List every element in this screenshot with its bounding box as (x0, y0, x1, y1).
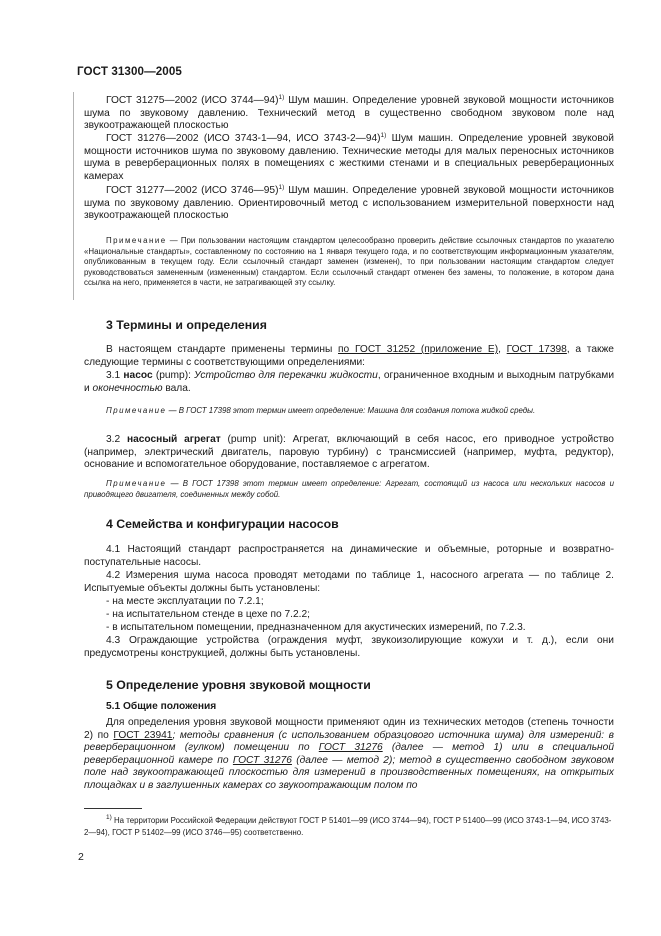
section-heading: 4 Семейства и конфигурации насосов (106, 517, 339, 531)
link-gost-31276[interactable]: ГОСТ 31276 (232, 754, 292, 766)
term-definition: 3.2 насосный агрегат (pump unit): Агрегат, включающий в себя насос, его приводное устройство (например, электрический двигатель, паровую турбину) с трансмиссией (например, муфта, редуктор), основание и вспомогательное оборудование, поставляемое с агрегатом. (84, 434, 614, 471)
paragraph: 4.2 Измерения шума насоса проводят методами по таблице 1, насосного агрегата — по таблице 2. Испытуемые объекты должны быть установлены: (84, 570, 614, 594)
page-number: 2 (78, 851, 84, 863)
reference-item: ГОСТ 31275—2002 (ИСО 3744—94)$^{1)}$ Шум машин. Определение уровней звуковой мощности источников шума по звуковому давлению. Технический метод в существенно свободном звуковом поле над звукоотражающей плоскостью (84, 94, 614, 132)
list-item: - на месте эксплуатации по 7.2.1; (106, 596, 264, 607)
link-gost-31276[interactable]: ГОСТ 31276 (318, 742, 383, 754)
list-item: - на испытательном стенде в цехе по 7.2.2; (106, 609, 310, 620)
link-gost-31252[interactable]: по ГОСТ 31252 (приложение Е) (338, 344, 499, 355)
note: Примечание — В ГОСТ 17398 этот термин имеет определение: Машина для создания потока жидкой среды. (106, 406, 536, 415)
reference-item: ГОСТ 31277—2002 (ИСО 3746—95)$^{1)}$ Шум машин. Определение уровней звуковой мощности источников шума по звуковому давлению. Ориентировочный метод с использованием измерительной поверхности над звукоотражающей плоскостью (84, 184, 614, 222)
paragraph: 4.3 Ограждающие устройства (ограждения муфт, звукоизолирующие кожухи и т. д.), если они предусмотрены конструкцией, должны быть установлены. (84, 635, 614, 659)
section-heading: 5 Определение уровня звуковой мощности (106, 678, 371, 692)
list-item: - в испытательном помещении, предназначенном для акустических измерений, по 7.2.3. (106, 622, 526, 633)
paragraph: 4.1 Настоящий стандарт распространяется на динамические и объемные, роторные и возвратно-поступательные насосы. (84, 544, 614, 568)
subsection-heading: 5.1 Общие положения (106, 701, 217, 712)
change-bar (73, 92, 74, 300)
section-heading: 3 Термины и определения (106, 318, 267, 332)
note: Примечание — При пользовании настоящим стандартом целесообразно проверить действие ссылочных стандартов по указателю «Национальные стандарты», составленному по состоянию на 1 января текущего года, и по соответствующим информационным указателям, опубликованным в текущем году. Если ссылочный стандарт заменен (изменен), то при пользовании настоящим стандартом следует руководствоваться замененным (измененным) стандартом. Если ссылочный стандарт отменен без замены, то положение, в котором дана ссылка на него, применяется в части, не затрагивающей эту ссылку. (84, 236, 614, 288)
reference-item: ГОСТ 31276—2002 (ИСО 3743-1—94, ИСО 3743-2—94)$^{1)}$ Шум машин. Определение уровней звуковой мощности источников шума по звуковому давлению. Технические методы для малых переносных источников шума в реверберационных полях в помещениях с жесткими стенами и в специальных реверберационных камерах (84, 132, 614, 182)
footnote-rule (84, 808, 142, 809)
paragraph: В настоящем стандарте применены термины по ГОСТ 31252 (приложение Е), ГОСТ 17398, а также следующие термины с соответствующими определениями: (84, 344, 614, 368)
term-definition: 3.1 насос (pump): Устройство для перекачки жидкости, ограниченное входным и выходным патрубками и оконечностью вала. (84, 370, 615, 394)
link-gost-17398[interactable]: ГОСТ 17398 (506, 344, 567, 355)
document-header: ГОСТ 31300—2005 (77, 65, 182, 78)
note: Примечание — В ГОСТ 17398 этот термин имеет определение: Агрегат, состоящий из насоса или нескольких насосов и приводящего двигателя, соединенных между собой. (84, 479, 614, 499)
paragraph: Для определения уровня звуковой мощности применяют один из технических методов (степень точности 2) по ГОСТ 23941; методы сравнения (с использованием образцового источника шума) для измерений: в реверберационном (гулком) помещении по ГОСТ 31276 (далее — метод 1) или в специальной реверберационной камере по ГОСТ 31276 (далее — метод 2); метод в существенно свободном звуковом поле над звукоотражающей плоскостью для измерений в производственных помещениях, на открытых площадках и в заглушенных камерах со звукоотражающим полом по (84, 717, 615, 791)
link-gost-23941[interactable]: ГОСТ 23941 (113, 729, 173, 741)
footnote: $^{1)}$ На территории Российской Федерации действуют ГОСТ Р 51401—99 (ИСО 3744—94), ГОСТ Р 51400—99 (ИСО 3743-1—94, ИСО 3743-2—94), ГОСТ Р 51402—99 (ИСО 3746—95) соответственно. (84, 814, 612, 837)
